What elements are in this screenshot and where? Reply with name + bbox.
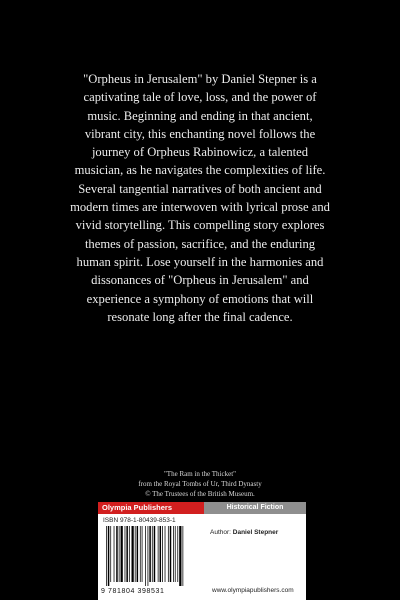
image-credit [80,469,320,499]
publisher-name: Olympia Publishers [98,502,204,514]
barcode-graphic [105,526,203,586]
barcode-number: 9 781804 398531 [101,588,165,595]
credit-line-3: © The Trustees of the British Museum. [145,490,255,498]
blurb-text: "Orpheus in Jerusalem" by Daniel Stepner is a captivating tale of love, loss, and the power of music. Beginning and ending in that ancient, vibrant city, this enchanting novel follows the journey of Orpheus Rabinowicz, a talented musician, as he navigates the complexities of life. Several tangential narratives of both ancient and modern times are interwoven with lyrical prose and vivid storytelling. This compelling story explores themes of passion, sacrifice, and the enduring human spirit. Lose yourself in the harmonies and dissonances of "Orpheus in Jerusalem" and experience a symphony of emotions that will resonate long after the final cadence. [70,72,330,324]
credit-line-2: from the Royal Tombs of Ur, Third Dynasty [138,480,262,488]
isbn-text: ISBN 978-1-80439-853-1 [103,517,176,524]
barcode-panel [98,502,306,600]
author-label: Author: [210,529,231,536]
author-name: Daniel Stepner [232,529,279,536]
genre-label: Historical Fiction [204,502,306,514]
credit-line-1: "The Ram in the Thicket" [163,470,237,478]
publisher-website: www.olympiapublishers.com [212,587,294,594]
author-line [210,529,278,536]
